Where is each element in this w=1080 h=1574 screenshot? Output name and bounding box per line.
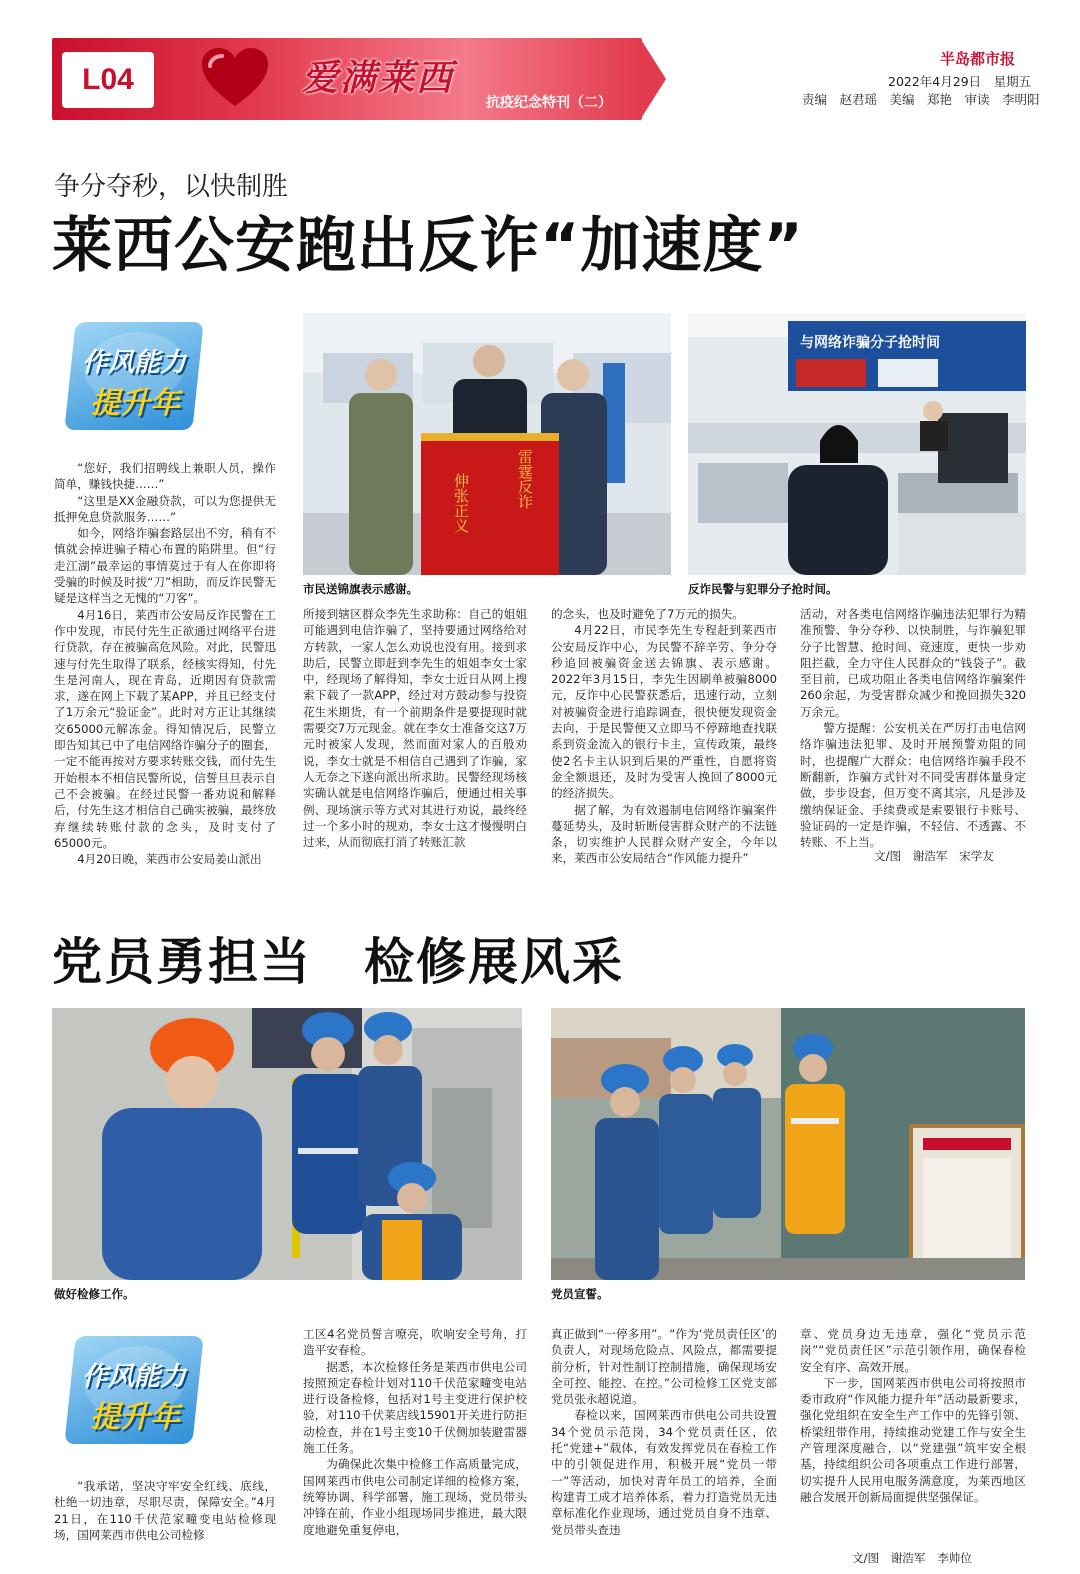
- heart-icon: [200, 46, 270, 110]
- badge-line2: 提升年: [90, 386, 180, 421]
- article2-column-3: [551, 1326, 777, 1558]
- badge-line2: 提升年: [90, 1400, 180, 1435]
- a2c3-para: 春检以来，国网莱西市供电公司共设置34个党员示范岗，34个党员责任区，依托“党建+”载体，有效发挥党员在春检工作中的引领促进作用，积极开展“党员一带一”等活动，加快对青年员工的培养，全面构建青工成才培养体系，着力打造党员无违章标准化作业现场，通过党员自身不违章、党员带头查违: [551, 1408, 777, 1537]
- a1c1-para: “这里是XX金融贷款，可以为您提供无抵押免息贷款服务……”: [54, 493, 276, 524]
- a1c1-para: 4月20日晚，莱西市公安局姜山派出: [77, 852, 262, 867]
- photo4-caption: 党员宣誓。: [551, 1287, 609, 1301]
- a1c3-para: 的念头，也及时避免了7万元的损失。: [551, 607, 744, 621]
- page-number: L04: [82, 63, 134, 96]
- issue-date: 2022年4月29日 星期五: [888, 74, 1032, 89]
- a2c4-para: 章、党员身边无违章，强化“党员示范岗”“党员责任区”示范引领作用，确保春检安全有序、高效开展。: [800, 1327, 1026, 1374]
- article1-column-4: [800, 606, 1026, 850]
- a2c1-para: “我承诺，坚决守牢安全红线、底线，杜绝一切违章，尽职尽责，保障安全。”4月21日，在110千伏范家疃变电站检修现场，国网莱西市供电公司检修: [54, 1479, 276, 1542]
- a1c4-para: 警方提醒：公安机关在严厉打击电信网络诈骗违法犯罪、及时开展预警劝阻的同时，也提醒广大群众：电信网络诈骗手段不断翻新，诈骗方式针对不同受害群体量身定做，步步设套，但万变不离其宗，凡是涉及缴纳保证金、手续费或是索要银行卡账号、验证码的一定是诈骗，不轻信、不透露、不转账、不上当。: [800, 721, 1026, 850]
- paper-logo: 半岛都市报: [940, 50, 1016, 68]
- flag-text-left: 伸张正义: [452, 473, 470, 533]
- column-subtitle: 抗疫纪念特刊（二）: [486, 95, 612, 111]
- photo1-caption: 市民送锦旗表示感谢。: [303, 582, 418, 596]
- office-banner-text: 与网络诈骗分子抢时间: [800, 335, 940, 351]
- a1c1-para: 4月16日，莱西市公安局反诈民警在工作中发现，市民付先生正欲通过网络平台进行贷款，存在被骗高危风险。对此，民警迅速与付先生取得了联系，经核实得知，付先生是河南人，现在青岛，近期因有贷款需求，遂在网上下载了某APP，并且已经支付了1万余元“验证金”。此时对方正让其继续交65000元解冻金。得知情况后，民警立即告知其已中了电信网络诈骗分子的圈套，一定不能再按对方要求转账交钱，而付先生开始根本不相信民警所说，信誓旦旦表示自己不会被骗。在经过民警一番劝说和解释后，付先生这才相信自己确实被骗，最终放弃继续转账付款的念头，及时支付了65000元。: [54, 607, 276, 850]
- a1c1-para: “您好，我们招聘线上兼职人员，操作简单，赚钱快捷……”: [54, 461, 276, 492]
- article2-column-4: [800, 1326, 1026, 1544]
- a1c3-para: 4月22日，市民李先生专程赶到莱西市公安局反诈中心，为民警不辞辛劳、争分夺秒追回被骗资金送去锦旗、表示感谢。2022年3月15日，李先生因刷单被骗8000元，反诈中心民警获悉后，迅速行动，立刻对被骗资金进行追踪调查，很快便发现资金去向，于是民警便又立即马不停蹄地查找联系到资金流入的银行卡主，宣传政策，最终使2名卡主认识到后果的严重性，自愿将资金全额退还，及时为受害人挽回了8000元的经济损失。: [551, 623, 777, 801]
- article1-headline: 莱西公安跑出反诈“加速度”: [52, 211, 804, 281]
- photo3-caption: 做好检修工作。: [54, 1287, 135, 1301]
- article2-column-2: [303, 1326, 527, 1558]
- banner-arrow: [640, 38, 666, 120]
- a1c2-para: 所接到辖区群众李先生求助称：自己的姐姐可能遇到电信诈骗了，坚持要通过网络给对方转款，一家人怎么劝说也没有用。接到求助后，民警立即赶到李先生的姐姐李女士家中，经现场了解得知，李女士近日从网上搜索下载了一款APP，经过对方鼓动参与投资花生米期货，有一个前期条件是要提现时就需要交7万元现金。就在李女士准备交这7万元时被家人发现，然而面对家人的百般劝说，李女士就是不相信自己遇到了诈骗，家人无奈之下遂向派出所求助。民警经现场核实确认就是电信网络诈骗后，便通过相关事例、现场演示等方式对其进行劝说，最终经过一个多小时的规劝，李女士这才慢慢明白过来，从而彻底打消了转账汇款: [303, 607, 527, 850]
- article2-headline: 党员勇担当 检修展风采: [52, 933, 624, 991]
- article1-column-3: [551, 606, 777, 892]
- photo-party-oath: [551, 1008, 1025, 1280]
- a2c4-para: 下一步，国网莱西市供电公司将按照市委市政府“作风能力提升年”活动最新要求，强化党组织在安全生产工作中的先锋引领、桥梁纽带作用，持续推动党建工作与安全生产管理深度融合，以“党建强”筑牢安全根基，持续组织公司各项重点工作进行部署，切实提升人民用电服务满意度，为莱西地区融合发展开创新局面提供坚强保证。: [800, 1375, 1026, 1504]
- photo2-caption: 反诈民警与犯罪分子抢时间。: [688, 582, 838, 596]
- a1c1-para: 如今，网络诈骗套路层出不穷，稍有不慎就会掉进骗子精心布置的陷阱里。但“行走江湖”最幸运的事情莫过于有人在你即将受骗的时候及时拔“刀”相助，而反诈民警无疑是这样当之无愧的“刀客”。: [54, 526, 276, 606]
- article1-byline: 文/图 谢浩军 宋学友: [874, 849, 994, 863]
- a1c4-para: 活动，对各类电信网络诈骗违法犯罪行为精准预警、争分夺秒、以快制胜，与诈骗犯罪分子比智慧、抢时间、竞速度，更快一步劝阻拦截，全力守住人民群众的“钱袋子”。截至目前，已成功阻止各类电信网络诈骗案件260余起，为受害群众减少和挽回损失320万余元。: [800, 607, 1026, 719]
- photo-banner-presentation: [303, 313, 671, 575]
- article1-kicker: 争分夺秒，以快制胜: [54, 172, 289, 202]
- article2-byline: 文/图 谢浩军 李帅位: [852, 1551, 972, 1565]
- editor-credits: 责编 赵君瑶 美编 郑艳 审读 李明阳: [802, 92, 1040, 107]
- campaign-badge: [60, 322, 202, 442]
- badge-line1: 作风能力: [82, 1362, 187, 1392]
- a1c3-para: 据了解，为有效遏制电信网络诈骗案件蔓延势头，及时斩断侵害群众财产的不法链条，切实维护人民群众财产安全，今年以来，莱西市公安局结合“作风能力提升”: [551, 802, 777, 866]
- a2c3-para: 真正做到“一停多用”。“作为‘党员责任区’的负责人，对现场危险点、风险点，都需要提前分析，针对性制订控制措施，确保现场安全可控、能控、在控。”公司检修工区党支部党员张永超说道。: [551, 1327, 777, 1407]
- campaign-badge-2: [60, 1336, 202, 1456]
- photo-maintenance-work: [52, 1008, 522, 1280]
- article2-column-1: [54, 1478, 276, 1546]
- page-number-box: [62, 52, 154, 108]
- a2c2-para: 为确保此次集中检修工作高质量完成，国网莱西市供电公司制定详细的检修方案，统筹协调、科学部署，施工现场，党员带头冲锋在前，作业小组现场同步推进，最大限度地避免重复停电，: [303, 1457, 527, 1537]
- badge-line1: 作风能力: [82, 348, 187, 378]
- flag-text-right: 雷霆反诈: [516, 449, 534, 509]
- article1-column-2: [303, 606, 527, 892]
- photo-anti-fraud-office: [688, 313, 1026, 575]
- a2c2-para: 工区4名党员誓言嘹亮，吹响安全号角，打造平安春检。: [303, 1327, 527, 1358]
- article1-column-1: [54, 460, 276, 892]
- a2c2-para: 据悉，本次检修任务是莱西市供电公司按照预定春检计划对110千伏范家疃变电站进行设备检修，包括对1号主变进行保护校验，对110千伏莱店线15901开关进行防拒动检查，并在1号主变10千伏侧加装避雷器施工任务。: [303, 1359, 527, 1456]
- column-title: 爱满莱西: [302, 57, 455, 99]
